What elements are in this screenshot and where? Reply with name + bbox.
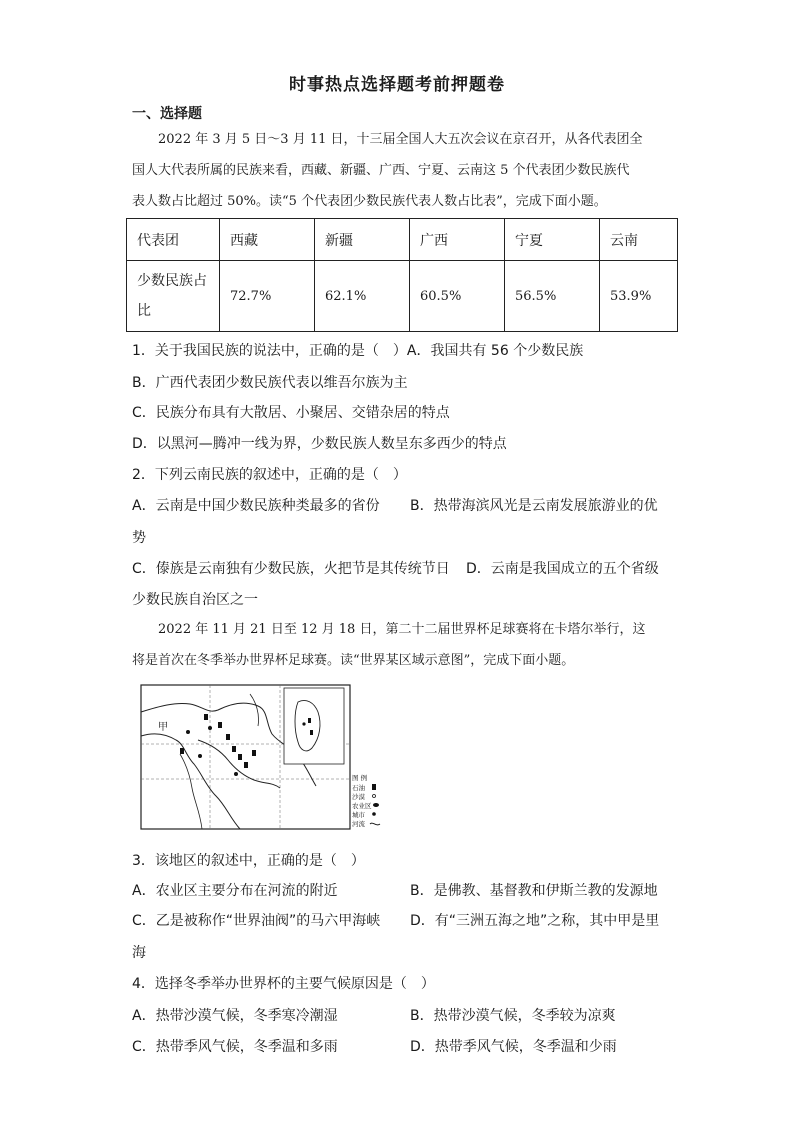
question-2-option-d-cont: 少数民族自治区之一 <box>132 592 258 608</box>
map-inset <box>284 688 344 764</box>
table-header-label: 代表团 <box>127 219 220 261</box>
row-label-line: 比 <box>137 303 151 319</box>
question-1-option-c: C．民族分布具有大散居、小聚居、交错杂居的特点 <box>132 405 450 421</box>
passage-line: 2022 年 3 月 5 日～3 月 11 日，十三届全国人大五次会议在京召开，从各代表团全 <box>158 132 643 147</box>
passage-npc <box>132 124 662 217</box>
farm-icon <box>373 803 379 807</box>
city-icon <box>372 812 376 816</box>
question-2-option-c: C．傣族是云南独有少数民族，火把节是其传统节日 <box>132 561 450 577</box>
legend-title: 图 例 <box>352 774 368 782</box>
table-header-row <box>127 219 678 261</box>
map-legend <box>352 773 380 828</box>
question-2-option-b-cont: 势 <box>132 530 146 546</box>
legend-item-river: 河流 <box>352 820 365 828</box>
passage-line: 国人大代表所属的民族来看，西藏、新疆、广西、宁夏、云南这 5 个代表团少数民族代 <box>132 163 630 178</box>
table-header-cell: 广西 <box>410 219 505 261</box>
table-row-label <box>127 261 220 332</box>
oil-marker <box>180 748 184 754</box>
oil-marker <box>204 714 208 720</box>
question-1-option-d: D．以黑河—腾冲一线为界，少数民族人数呈东多西少的特点 <box>132 436 507 452</box>
legend-item-city: 城市 <box>352 811 365 819</box>
page-title: 时事热点选择题考前押题卷 <box>289 75 505 95</box>
question-4-stem: 4．选择冬季举办世界杯的主要气候原因是（ ） <box>132 976 435 992</box>
question-2-option-d: D．云南是我国成立的五个省级 <box>466 561 659 577</box>
question-1-option-b: B．广西代表团少数民族代表以维吾尔族为主 <box>132 375 408 391</box>
question-2-option-b: B．热带海滨风光是云南发展旅游业的优 <box>410 498 658 514</box>
legend-item-farm: 农业区 <box>352 802 372 810</box>
question-4-option-b: B．热带沙漠气候，冬季较为凉爽 <box>410 1008 616 1024</box>
question-4-option-c: C．热带季风气候，冬季温和多雨 <box>132 1039 338 1055</box>
oil-marker <box>244 762 248 768</box>
oil-marker <box>226 734 230 740</box>
question-3-option-d-cont: 海 <box>132 945 146 961</box>
table-header-cell: 云南 <box>600 219 678 261</box>
city-marker <box>186 730 190 734</box>
question-2-stem: 2．下列云南民族的叙述中，正确的是（ ） <box>132 467 407 483</box>
section-heading: 一、选择题 <box>132 106 202 122</box>
oil-marker <box>232 746 236 752</box>
passage-line: 2022 年 11 月 21 日至 12 月 18 日，第二十二届世界杯足球赛将在卡塔尔举行，这 <box>158 622 646 637</box>
question-4-option-d: D．热带季风气候，冬季温和少雨 <box>410 1039 617 1055</box>
table-header-cell: 西藏 <box>220 219 315 261</box>
ethnic-ratio-table <box>126 218 678 332</box>
oil-marker <box>238 754 242 760</box>
table-cell: 56.5% <box>505 261 600 332</box>
legend-item-oil: 石油 <box>352 784 365 792</box>
table-header-cell: 新疆 <box>315 219 410 261</box>
passage-world-cup <box>132 614 662 676</box>
table-header-cell: 宁夏 <box>505 219 600 261</box>
question-3-option-b: B．是佛教、基督教和伊斯兰教的发源地 <box>410 883 658 899</box>
oil-marker <box>252 750 256 756</box>
desert-icon <box>373 795 376 798</box>
question-3-option-c: C．乙是被称作“世界油阀”的马六甲海峡 <box>132 913 381 929</box>
legend-item-desert: 沙漠 <box>352 793 365 801</box>
map-label-jia: 甲 <box>158 722 168 733</box>
question-3-option-d: D．有“三洲五海之地”之称，其中甲是里 <box>410 913 660 929</box>
table-cell: 60.5% <box>410 261 505 332</box>
region-map <box>140 684 384 830</box>
passage-line: 将是首次在冬季举办世界杯足球赛。读“世界某区域示意图”，完成下面小题。 <box>132 653 575 668</box>
row-label-line: 少数民族占 <box>137 273 207 289</box>
table-cell: 62.1% <box>315 261 410 332</box>
table-row <box>127 261 678 332</box>
passage-line: 表人数占比超过 50%。读“5 个代表团少数民族代表人数占比表”，完成下面小题。 <box>132 194 607 209</box>
city-marker <box>198 754 202 758</box>
river-icon <box>370 823 380 825</box>
question-3-stem: 3．该地区的叙述中，正确的是（ ） <box>132 853 365 869</box>
question-4-option-a: A．热带沙漠气候，冬季寒冷潮湿 <box>132 1008 338 1024</box>
table-cell: 53.9% <box>600 261 678 332</box>
city-marker <box>208 726 212 730</box>
question-3-option-a: A．农业区主要分布在河流的附近 <box>132 883 338 899</box>
oil-marker <box>218 722 222 728</box>
oil-icon <box>372 784 376 790</box>
question-1-stem: 1．关于我国民族的说法中，正确的是（ ）A．我国共有 56 个少数民族 <box>132 343 584 359</box>
table-cell: 72.7% <box>220 261 315 332</box>
question-2-option-a: A．云南是中国少数民族种类最多的省份 <box>132 498 380 514</box>
city-marker <box>234 772 238 776</box>
